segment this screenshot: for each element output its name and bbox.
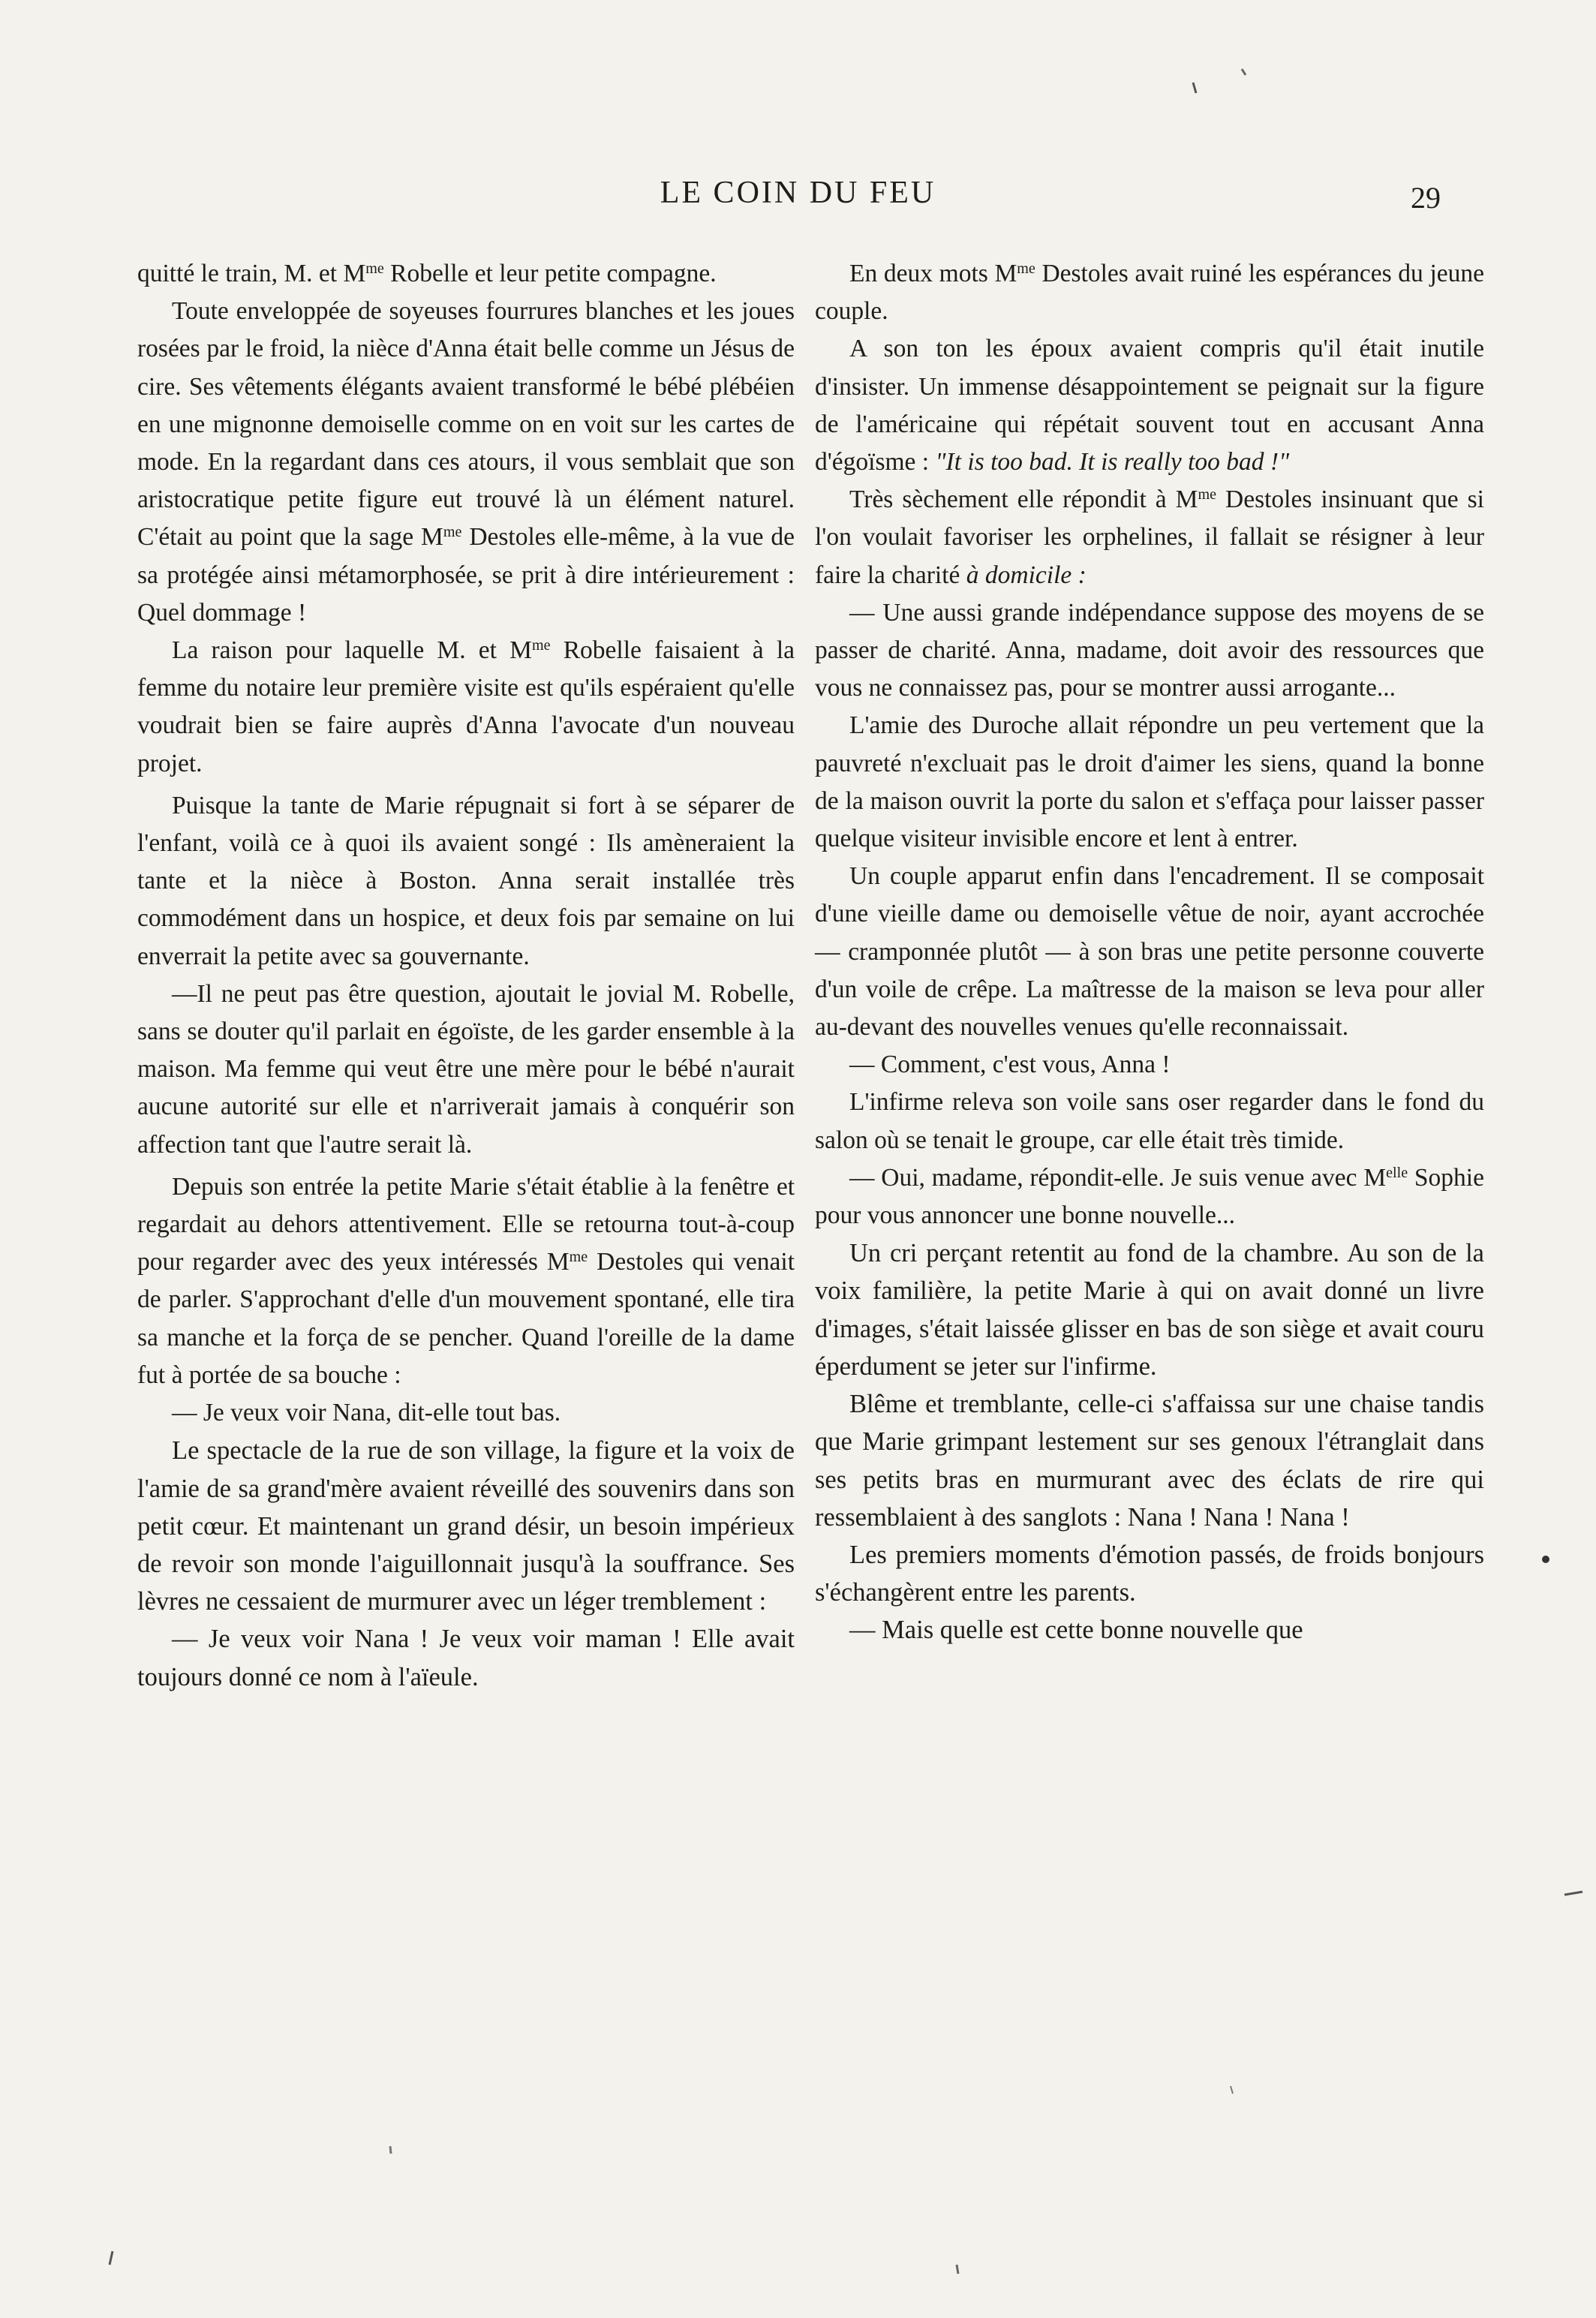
speck-mark bbox=[957, 2265, 958, 2274]
right-paragraph-5: L'amie des Duroche allait répondre un peu vertement que la pauvreté n'excluait pas le droit d'aimer les siens, quand la bonne de la maison ouvrit la porte du salon et s'effaça pour laisser passer quelque visiteur invisible encore et lent à entrer. bbox=[815, 711, 1484, 853]
right-paragraph-9: — Oui, madame, répondit-elle. Je suis venue avec $M^{elle}$ Sophie pour vous annoncer une bonne nouvelle... bbox=[815, 1163, 1484, 1230]
left-paragraph-8: Le spectacle de la rue de son village, la figure et la voix de l'amie de sa grand'mère avaient réveillé des souvenirs dans son petit cœur. Et maintenant un grand désir, un besoin impérieux de revoir son monde l'aiguillonnait jusqu'à la souffrance. Ses lèvres ne cessaient de murmurer avec un léger tremblement : bbox=[137, 1436, 795, 1616]
left-column bbox=[137, 255, 795, 1696]
left-paragraph-3: La raison pour laquelle M. et $M^{me}$ Robelle faisaient à la femme du notaire leur première visite est qu'ils espéraient qu'elle voudrait bien se faire auprès d'Anna l'avocate d'un nouveau projet. bbox=[137, 636, 795, 777]
a-domicile-phrase: à domicile : bbox=[966, 561, 1087, 589]
running-title: LE COIN DU FEU bbox=[660, 176, 936, 210]
speck-mark bbox=[1193, 83, 1196, 93]
speck-mark bbox=[1231, 2086, 1233, 2094]
left-paragraph-6: Depuis son entrée la petite Marie s'était établie à la fenêtre et regardait au dehors attentivement. Elle se retourna tout-à-coup pour regarder avec des yeux intéressés $M^{me}$ Destoles qui venait de parler. S'approchant d'elle d'un mouvement spontané, elle tira sa manche et la força de se pencher. Quand l'oreille de la dame fut à portée de sa bouche : bbox=[137, 1172, 795, 1389]
speck-mark bbox=[110, 2251, 113, 2265]
right-column bbox=[815, 255, 1484, 1649]
left-paragraph-9: — Je veux voir Nana ! Je veux voir maman ! Elle avait toujours donné ce nom à l'aïeule. bbox=[137, 1625, 795, 1691]
page-number: 29 bbox=[1411, 181, 1441, 215]
right-paragraph-1: En deux mots $M^{me}$ Destoles avait ruiné les espérances du jeune couple. bbox=[815, 260, 1484, 326]
right-paragraph-6: Un couple apparut enfin dans l'encadrement. Il se composait d'une vieille dame ou demoiselle vêtue de noir, ayant accrochée — cramponnée plutôt — à son bras une petite personne couverte d'un voile de crêpe. La maîtresse de la maison se leva pour aller au-devant des nouvelles venues qu'elle reconnaissait. bbox=[815, 862, 1484, 1042]
english-quote: "It is too bad. It is really too bad !" bbox=[935, 448, 1290, 477]
right-paragraph-3 bbox=[815, 481, 1484, 594]
right-paragraph-13: — Mais quelle est cette bonne nouvelle que bbox=[849, 1616, 1303, 1645]
right-paragraph-11: Blême et tremblante, celle-ci s'affaissa sur une chaise tandis que Marie grimpant lestement sur ses genoux l'étranglait dans ses petits bras en murmurant avec des éclats de rire qui ressemblaient à des sanglots : Nana ! Nana ! Nana ! bbox=[815, 1390, 1484, 1532]
right-paragraph-2 bbox=[815, 330, 1484, 481]
speck-mark bbox=[1242, 69, 1246, 75]
left-paragraph-7: — Je veux voir Nana, dit-elle tout bas. bbox=[172, 1399, 561, 1427]
right-paragraph-7: — Comment, c'est vous, Anna ! bbox=[849, 1051, 1171, 1079]
speck bbox=[1542, 1556, 1549, 1563]
right-paragraph-2-text: A son ton les époux avaient compris qu'il était inutile d'insister. Un immense désappointement se peignait sur la figure de l'américaine qui répétait souvent tout en accusant Anna d'égoïsme : bbox=[815, 335, 1484, 477]
right-paragraph-12: Les premiers moments d'émotion passés, de froids bonjours s'échangèrent entre les parents. bbox=[815, 1540, 1484, 1607]
left-paragraph-1: quitté le train, M. et $M^{me}$ Robelle et leur petite compagne. bbox=[137, 260, 717, 287]
left-paragraph-5: —Il ne peut pas être question, ajoutait le jovial M. Robelle, sans se douter qu'il parlait en égoïste, de les garder ensemble à la maison. Ma femme qui veut être une mère pour le bébé n'aurait aucune autorité sur elle et n'arriverait jamais à conquérir son affection tant que l'autre serait là. bbox=[137, 979, 795, 1159]
right-paragraph-4: — Une aussi grande indépendance suppose des moyens de se passer de charité. Anna, madame, doit avoir des ressources que vous ne connaissez pas, pour se montrer aussi arrogante... bbox=[815, 598, 1484, 702]
speck-mark bbox=[390, 2146, 391, 2154]
left-paragraph-2: Toute enveloppée de soyeuses fourrures blanches et les joues rosées par le froid, la nièce d'Anna était belle comme un Jésus de cire. Ses vêtements élégants avaient transformé le bébé plébéien en une mignonne demoiselle comme on en voit sur les cartes de mode. En la regardant dans ces atours, il vous semblait que son aristocratique petite figure eut trouvé là un élément naturel. C'était au point que la sage $M^{me}$ Destoles elle-même, à la vue de sa protégée ainsi métamorphosée, se prit à dire intérieurement : Quel dommage ! bbox=[137, 297, 795, 627]
left-paragraph-4: Puisque la tante de Marie répugnait si fort à se séparer de l'enfant, voilà ce à quoi ils avaient songé : Ils amèneraient la tante et la nièce à Boston. Anna serait installée très commodément dans un hospice, et deux fois par semaine on lui enverrait la petite avec sa gouvernante. bbox=[137, 791, 795, 970]
right-paragraph-3-text: Très sèchement elle répondit à $M^{me}$ Destoles insinuant que si l'on voulait favoriser les orphelines, il fallait se résigner à leur faire la charité bbox=[815, 486, 1484, 589]
right-paragraph-8: L'infirme releva son voile sans oser regarder dans le fond du salon où se tenait le groupe, car elle était très timide. bbox=[815, 1088, 1484, 1154]
speck-mark bbox=[1564, 1892, 1582, 1895]
right-paragraph-10: Un cri perçant retentit au fond de la chambre. Au son de la voix familière, la petite Marie à qui on avait donné un livre d'images, s'était laissée glisser en bas de son siège et avait couru éperdument se jeter sur l'infirme. bbox=[815, 1239, 1484, 1381]
